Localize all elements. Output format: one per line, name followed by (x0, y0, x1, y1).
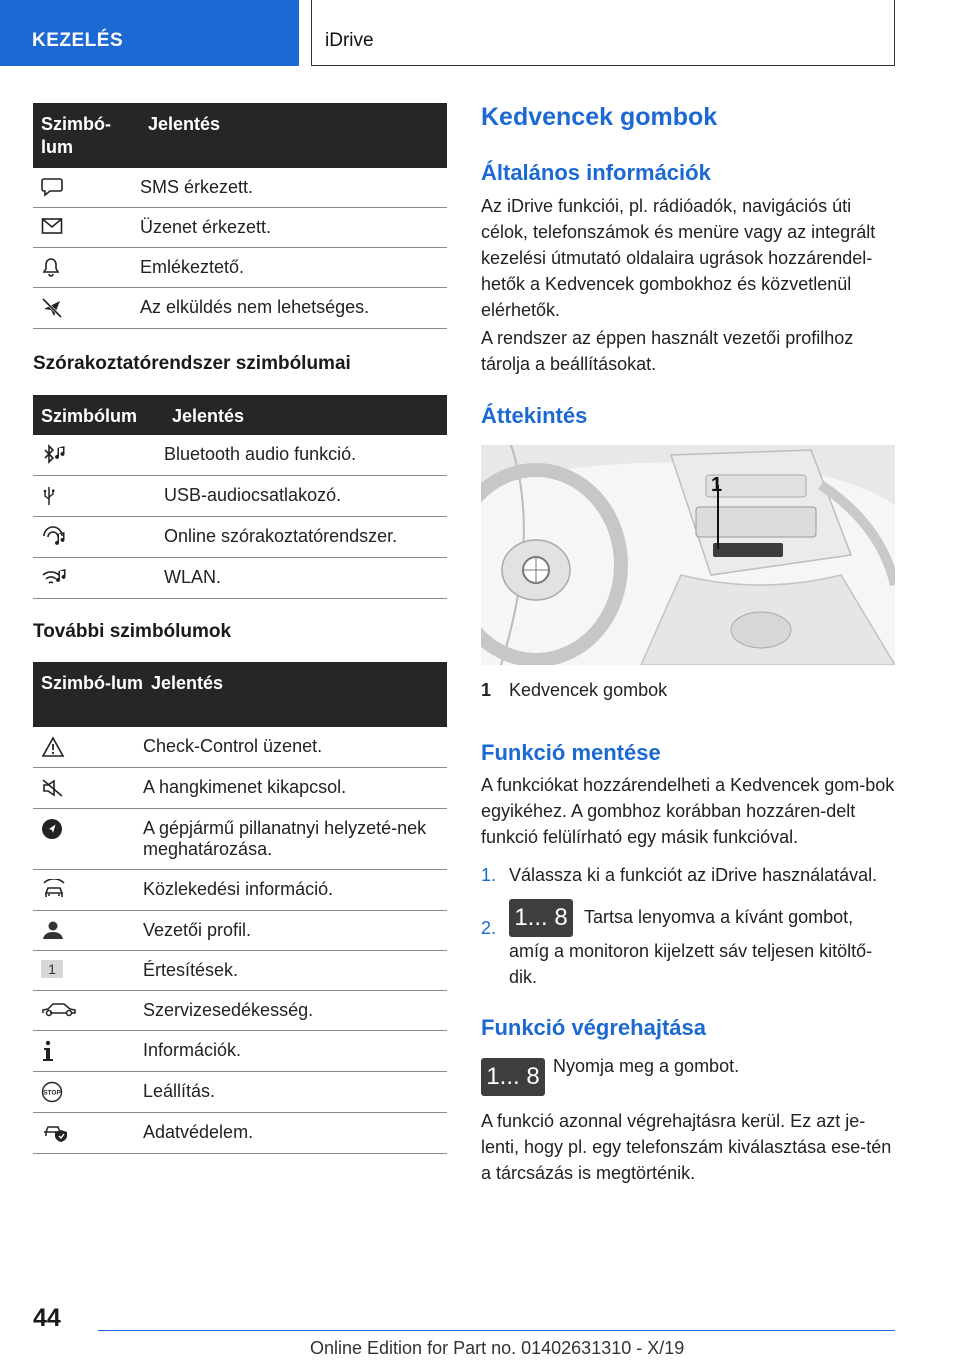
heading-execute-function: Funkció végrehajtása (481, 1015, 706, 1040)
footer-edition: Online Edition for Part no. 01402631310 - X/19 (310, 1338, 685, 1358)
step-text-2-line1 (509, 898, 895, 937)
meaning-text: Közlekedési információ. (143, 870, 447, 911)
overview-illustration (481, 445, 895, 665)
table-row (33, 517, 447, 558)
table-row (33, 435, 447, 476)
meaning-text: A hangkimenet kikapcsol. (143, 768, 447, 809)
bell-icon (41, 257, 61, 277)
favorite-key-graphic: 1... 8 (509, 899, 573, 937)
table-row (33, 1113, 447, 1154)
table-row (33, 809, 447, 870)
cockpit-illustration (481, 445, 895, 665)
data-privacy-icon (41, 1122, 69, 1144)
meaning-text: Információk. (143, 1031, 447, 1072)
section-title: KEZELÉS (32, 30, 124, 51)
symbols-table-entertainment (33, 395, 447, 599)
step-number-2: 2. (481, 918, 497, 938)
image-callout-number: 1 (711, 474, 723, 496)
heading-save-function: Funkció mentése (481, 740, 661, 765)
meaning-text: Vezetői profil. (143, 911, 447, 951)
table-row (33, 168, 447, 208)
column-header-meaning: Jelentés (164, 395, 447, 435)
car-service-icon (41, 1000, 77, 1018)
chapter-title: iDrive (325, 30, 374, 51)
section-title-favorites: Kedvencek gombok (481, 103, 718, 131)
meaning-text: A gépjármű pillanatnyi helyzeté-nek meghatározása. (143, 809, 447, 870)
table-row (33, 1072, 447, 1113)
entertainment-heading: Szórakoztatórendszer szimbólumai (33, 353, 351, 374)
meaning-text: SMS érkezett. (140, 168, 447, 208)
meaning-text: USB-audiocsatlakozó. (164, 476, 447, 517)
notification-count-badge: 1 (48, 961, 56, 977)
message-bubble-icon (41, 177, 63, 197)
meaning-text: Üzenet érkezett. (140, 208, 447, 248)
table-row (33, 208, 447, 248)
section-tab (0, 0, 299, 66)
table-row (33, 991, 447, 1031)
warning-triangle-icon (41, 736, 65, 758)
step-text-1: Válassza ki a funkciót az iDrive használatával. (509, 865, 878, 885)
paragraph-profile-storage: A rendszer az éppen használt vezetői profilhoz tárolja a beállításokat. (481, 328, 854, 374)
meaning-text: Értesítések. (143, 951, 447, 991)
footer-divider (98, 1330, 895, 1331)
meaning-text: Leállítás. (143, 1072, 447, 1113)
table-row (33, 288, 447, 329)
favorite-key-graphic-2: 1... 8 (481, 1058, 545, 1096)
symbols-table-messages (33, 103, 447, 329)
heading-general-info: Általános információk (481, 160, 711, 185)
send-blocked-icon (41, 297, 63, 319)
online-entertainment-icon (41, 526, 69, 548)
paragraph-save-function: A funkciókat hozzárendelheti a Kedvencek gom-bok egyikéhez. A gombhoz korábban hozzáren-delt funkció felülírható egy másik funkcióval. (481, 775, 895, 847)
driver-profile-icon (41, 920, 65, 940)
legend-number: 1 (481, 680, 492, 700)
chapter-tab (311, 0, 895, 66)
meaning-text: Emlékeztető. (140, 248, 447, 288)
table-row (33, 911, 447, 951)
table-row (33, 476, 447, 517)
symbols-table-further (33, 662, 447, 1154)
step-text-2a: Tartsa lenyomva a kívánt gombot, (584, 907, 854, 927)
meaning-text: Szervizesedékesség. (143, 991, 447, 1031)
meaning-text: Adatvédelem. (143, 1113, 447, 1154)
page-number: 44 (33, 1304, 61, 1332)
heading-overview: Áttekintés (481, 403, 588, 428)
column-header-symbol: Szimbólum (33, 395, 164, 435)
table-row (33, 870, 447, 911)
table-row (33, 248, 447, 288)
column-header-meaning: Jelentés (143, 662, 447, 727)
meaning-text: Check-Control üzenet. (143, 727, 447, 768)
step-text-2b: amíg a monitoron kijelzett sáv teljesen kitöltő-dik. (509, 941, 873, 987)
usb-icon (41, 485, 57, 507)
column-header-symbol: Szimbó-lum (33, 662, 143, 727)
table-row (33, 951, 447, 991)
meaning-text: Online szórakoztatórendszer. (164, 517, 447, 558)
meaning-text: Bluetooth audio funkció. (164, 435, 447, 476)
step-number-1: 1. (481, 865, 497, 885)
traffic-info-icon (41, 879, 67, 901)
meaning-text: Az elküldés nem lehetséges. (140, 288, 447, 329)
legend-text: Kedvencek gombok (509, 680, 668, 700)
meaning-text: WLAN. (164, 558, 447, 599)
paragraph-general-info: Az iDrive funkciói, pl. rádióadók, navigációs úti célok, telefonszámok és menüre vagy az integrált kezelési útmutató oldalaira ugrások hozzárendel-hetők a Kedvencek gombokhoz és közvetlenül elérhetők. (481, 196, 876, 320)
bluetooth-audio-icon (41, 444, 69, 466)
stop-badge-text: STOP (43, 1089, 61, 1097)
speaker-muted-icon (41, 777, 65, 799)
notification-count-icon (41, 960, 63, 978)
further-symbols-heading: További szimbólumok (33, 621, 232, 642)
table-row (33, 558, 447, 599)
column-header-meaning: Jelentés (140, 103, 447, 168)
info-icon (41, 1040, 55, 1062)
envelope-icon (41, 217, 63, 235)
table-row (33, 768, 447, 809)
table-row (33, 727, 447, 768)
column-header-symbol: Szimbó-lum (33, 103, 140, 168)
execute-instruction: Nyomja meg a gombot. (553, 1056, 740, 1076)
stop-icon (41, 1081, 63, 1103)
paragraph-execute: A funkció azonnal végrehajtásra kerül. Ez azt je-lenti, hogy pl. egy telefonszám kiválasztása ese-tén a tárcsázás is megtörténik. (481, 1111, 892, 1183)
wlan-audio-icon (41, 567, 69, 589)
table-row (33, 1031, 447, 1072)
navigation-arrow-icon (41, 818, 63, 840)
